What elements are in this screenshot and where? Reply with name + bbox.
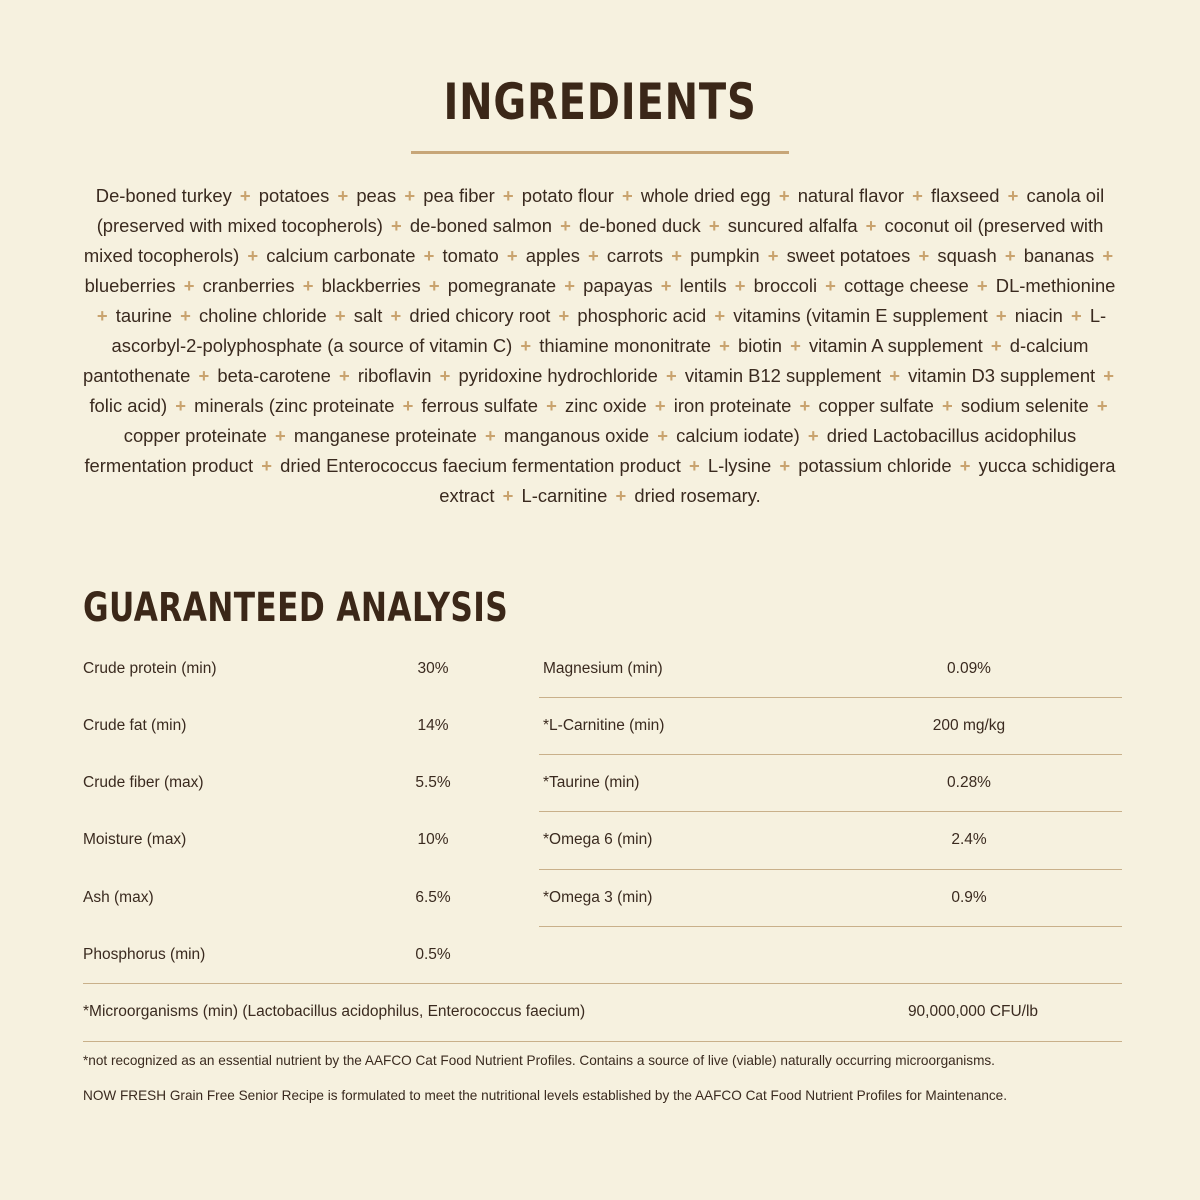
ingredient-item: blackberries xyxy=(321,275,421,296)
plus-separator-icon: + xyxy=(779,455,791,476)
nutrient-value: 6.5% xyxy=(415,888,451,906)
ingredient-item: apples xyxy=(525,245,580,266)
plus-separator-icon: + xyxy=(912,185,923,206)
nutrient-label: *Omega 6 (min) xyxy=(543,831,653,849)
row-divider xyxy=(83,1041,1122,1042)
nutrient-value: 90,000,000 CFU/lb xyxy=(907,1003,1039,1021)
ingredient-item: L-ascorbyl-2-polyphosphate (a source of vitamin C) xyxy=(111,305,1107,356)
ingredient-item: canola oil (preserved with mixed tocopherols) xyxy=(96,185,1105,236)
plus-separator-icon: + xyxy=(621,185,633,206)
ingredients-title: INGREDIENTS xyxy=(443,73,757,131)
ingredient-item: zinc oxide xyxy=(565,395,647,416)
plus-separator-icon: + xyxy=(247,245,259,266)
plus-separator-icon: + xyxy=(1103,365,1115,386)
plus-separator-icon: + xyxy=(502,185,514,206)
plus-separator-icon: + xyxy=(428,275,440,296)
analysis-row xyxy=(83,927,483,984)
ingredient-item: thiamine mononitrate xyxy=(539,335,711,356)
ingredient-item: flaxseed xyxy=(931,185,1000,206)
plus-separator-icon: + xyxy=(778,185,790,206)
ingredient-item: dried rosemary. xyxy=(634,485,761,506)
ingredient-item: vitamins (vitamin E supplement xyxy=(733,305,988,326)
plus-separator-icon: + xyxy=(439,365,451,386)
row-divider xyxy=(539,869,1122,870)
analysis-title: GUARANTEED ANALYSIS xyxy=(83,585,509,631)
plus-separator-icon: + xyxy=(337,185,349,206)
plus-separator-icon: + xyxy=(995,305,1007,326)
nutrient-label: Phosphorus (min) xyxy=(83,946,206,963)
ingredient-item: phosphoric acid xyxy=(577,305,707,326)
footnote-aafco-note: *not recognized as an essential nutrient by the AAFCO Cat Food Nutrient Profiles. Contains a source of live (viable) naturally occurring microorganisms. xyxy=(83,1053,995,1068)
plus-separator-icon: + xyxy=(671,245,683,266)
ingredient-item: pumpkin xyxy=(690,245,760,266)
title-underline xyxy=(411,151,789,154)
ingredient-item: biotin xyxy=(737,335,782,356)
plus-separator-icon: + xyxy=(615,485,627,506)
ingredient-item: peas xyxy=(356,185,397,206)
nutrient-label: Moisture (max) xyxy=(83,831,187,849)
ingredient-item: squash xyxy=(937,245,997,266)
plus-separator-icon: + xyxy=(959,455,971,476)
ingredient-item: pomegranate xyxy=(447,275,557,296)
row-divider xyxy=(539,926,1122,927)
plus-separator-icon: + xyxy=(520,335,532,356)
ingredient-item: L-carnitine xyxy=(521,485,608,506)
ingredient-item: de-boned duck xyxy=(579,215,701,236)
ingredient-item: L-lysine xyxy=(707,455,772,476)
ingredient-item: sodium selenite xyxy=(960,395,1089,416)
plus-separator-icon: + xyxy=(990,335,1002,356)
ingredient-item: niacin xyxy=(1014,305,1063,326)
ingredient-item: sweet potatoes xyxy=(786,245,911,266)
ingredient-item: broccoli xyxy=(753,275,818,296)
analysis-row xyxy=(539,869,1122,926)
plus-separator-icon: + xyxy=(183,275,195,296)
plus-separator-icon: + xyxy=(654,395,666,416)
plus-separator-icon: + xyxy=(546,395,557,416)
plus-separator-icon: + xyxy=(588,245,599,266)
plus-separator-icon: + xyxy=(657,425,668,446)
nutrient-label: Crude fat (min) xyxy=(83,716,187,734)
ingredient-item: copper sulfate xyxy=(818,395,934,416)
ingredient-item: choline chloride xyxy=(198,305,327,326)
plus-separator-icon: + xyxy=(665,365,677,386)
plus-separator-icon: + xyxy=(390,305,402,326)
ingredient-item: manganese proteinate xyxy=(293,425,477,446)
ingredient-item: taurine xyxy=(115,305,172,326)
plus-separator-icon: + xyxy=(976,275,988,296)
ingredient-item: dried Enterococcus faecium fermentation product xyxy=(280,455,681,476)
nutrient-label: Magnesium (min) xyxy=(543,659,663,677)
ingredient-item: yucca schidigera extract xyxy=(439,455,1116,506)
ingredient-item: carrots xyxy=(606,245,664,266)
plus-separator-icon: + xyxy=(198,365,210,386)
nutrient-value: 0.5% xyxy=(415,946,451,963)
ingredient-item: coconut oil (preserved with mixed tocopherols) xyxy=(83,215,1104,266)
plus-separator-icon: + xyxy=(391,215,402,236)
analysis-row xyxy=(83,812,483,869)
ingredient-item: papayas xyxy=(583,275,653,296)
analysis-row xyxy=(83,697,483,754)
analysis-row xyxy=(83,984,1122,1041)
ingredient-item: dried chicory root xyxy=(409,305,551,326)
nutrient-value: 14% xyxy=(417,716,449,734)
ingredient-item: lentils xyxy=(679,275,727,296)
ingredient-item: iron proteinate xyxy=(673,395,792,416)
analysis-row xyxy=(83,640,483,697)
ingredient-item: calcium carbonate xyxy=(266,245,416,266)
ingredient-item: dried Lactobacillus acidophilus fermentation product xyxy=(84,425,1077,476)
ingredient-item: cottage cheese xyxy=(844,275,969,296)
plus-separator-icon: + xyxy=(708,215,720,236)
ingredient-item: vitamin B12 supplement xyxy=(684,365,882,386)
nutrient-label: *L-Carnitine (min) xyxy=(543,716,665,734)
plus-separator-icon: + xyxy=(506,245,518,266)
nutrient-value: 30% xyxy=(417,659,449,677)
analysis-row xyxy=(83,869,483,926)
ingredients-list xyxy=(82,181,1118,511)
row-divider xyxy=(539,697,1122,698)
ingredient-item: whole dried egg xyxy=(640,185,771,206)
analysis-row xyxy=(539,812,1122,869)
ingredient-item: cranberries xyxy=(202,275,295,296)
nutrient-label: Ash (max) xyxy=(83,888,154,906)
ingredient-item: pea fiber xyxy=(423,185,495,206)
nutrient-label: *Microorganisms (min) (Lactobacillus acidophilus, Enterococcus faecium) xyxy=(83,1003,586,1021)
ingredient-item: pyridoxine hydrochloride xyxy=(458,365,658,386)
ingredient-item: salt xyxy=(353,305,383,326)
ingredient-item: De-boned turkey xyxy=(95,185,232,206)
plus-separator-icon: + xyxy=(96,305,108,326)
ingredient-item: beta-carotene xyxy=(217,365,331,386)
plus-separator-icon: + xyxy=(485,425,496,446)
plus-separator-icon: + xyxy=(338,365,350,386)
analysis-row xyxy=(539,755,1122,812)
ingredient-item: vitamin D3 supplement xyxy=(908,365,1096,386)
ingredient-item: copper proteinate xyxy=(123,425,267,446)
plus-separator-icon: + xyxy=(790,335,801,356)
ingredient-item: suncured alfalfa xyxy=(727,215,858,236)
nutrient-value: 0.9% xyxy=(951,888,987,906)
plus-separator-icon: + xyxy=(404,185,416,206)
plus-separator-icon: + xyxy=(767,245,779,266)
plus-separator-icon: + xyxy=(865,215,877,236)
plus-separator-icon: + xyxy=(261,455,272,476)
plus-separator-icon: + xyxy=(825,275,836,296)
nutrient-value: 0.28% xyxy=(947,774,991,792)
ingredient-item: bananas xyxy=(1023,245,1095,266)
ingredient-item: riboflavin xyxy=(357,365,432,386)
plus-separator-icon: + xyxy=(1102,245,1114,266)
ingredient-item: potatoes xyxy=(258,185,330,206)
plus-separator-icon: + xyxy=(502,485,514,506)
ingredient-item: potassium chloride xyxy=(798,455,952,476)
ingredient-item: DL-methionine xyxy=(995,275,1116,296)
nutrient-value: 2.4% xyxy=(951,831,987,849)
nutrient-label: *Taurine (min) xyxy=(543,774,640,792)
plus-separator-icon: + xyxy=(1096,395,1108,416)
plus-separator-icon: + xyxy=(714,305,726,326)
plus-separator-icon: + xyxy=(302,275,314,296)
nutrient-label: *Omega 3 (min) xyxy=(543,888,653,906)
plus-separator-icon: + xyxy=(275,425,286,446)
nutrient-value: 200 mg/kg xyxy=(932,716,1006,734)
ingredient-item: calcium iodate) xyxy=(676,425,800,446)
plus-separator-icon: + xyxy=(334,305,346,326)
plus-separator-icon: + xyxy=(1004,245,1016,266)
ingredient-item: manganous oxide xyxy=(503,425,650,446)
nutrient-value: 0.09% xyxy=(947,659,991,677)
plus-separator-icon: + xyxy=(1070,305,1082,326)
ingredient-item: potato flour xyxy=(521,185,614,206)
ingredient-item: de-boned salmon xyxy=(409,215,553,236)
plus-separator-icon: + xyxy=(660,275,672,296)
ingredient-item: vitamin A supplement xyxy=(808,335,983,356)
plus-separator-icon: + xyxy=(180,305,191,326)
ingredient-item: blueberries xyxy=(84,275,176,296)
row-divider xyxy=(539,811,1122,812)
plus-separator-icon: + xyxy=(560,215,571,236)
plus-separator-icon: + xyxy=(558,305,570,326)
plus-separator-icon: + xyxy=(942,395,953,416)
plus-separator-icon: + xyxy=(423,245,435,266)
plus-separator-icon: + xyxy=(564,275,575,296)
plus-separator-icon: + xyxy=(799,395,811,416)
ingredient-item: folic acid) xyxy=(89,395,168,416)
plus-separator-icon: + xyxy=(889,365,900,386)
plus-separator-icon: + xyxy=(175,395,186,416)
plus-separator-icon: + xyxy=(402,395,414,416)
analysis-row xyxy=(539,640,1122,697)
plus-separator-icon: + xyxy=(918,245,930,266)
plus-separator-icon: + xyxy=(719,335,730,356)
plus-separator-icon: + xyxy=(1007,185,1019,206)
ingredient-item: d-calcium pantothenate xyxy=(82,335,1089,386)
ingredient-item: tomato xyxy=(442,245,499,266)
plus-separator-icon: + xyxy=(239,185,251,206)
analysis-row xyxy=(539,697,1122,754)
row-divider xyxy=(539,754,1122,755)
plus-separator-icon: + xyxy=(734,275,746,296)
analysis-row xyxy=(83,755,483,812)
plus-separator-icon: + xyxy=(688,455,700,476)
nutrient-label: Crude fiber (max) xyxy=(83,774,204,792)
ingredient-item: minerals (zinc proteinate xyxy=(194,395,395,416)
footnote-formulation: NOW FRESH Grain Free Senior Recipe is formulated to meet the nutritional levels established by the AAFCO Cat Food Nutrient Profiles for Maintenance. xyxy=(83,1088,1008,1103)
nutrient-label: Crude protein (min) xyxy=(83,659,217,677)
plus-separator-icon: + xyxy=(807,425,819,446)
nutrient-value: 10% xyxy=(417,831,449,849)
ingredient-item: ferrous sulfate xyxy=(421,395,538,416)
nutrient-value: 5.5% xyxy=(415,774,451,792)
ingredient-item: natural flavor xyxy=(797,185,904,206)
